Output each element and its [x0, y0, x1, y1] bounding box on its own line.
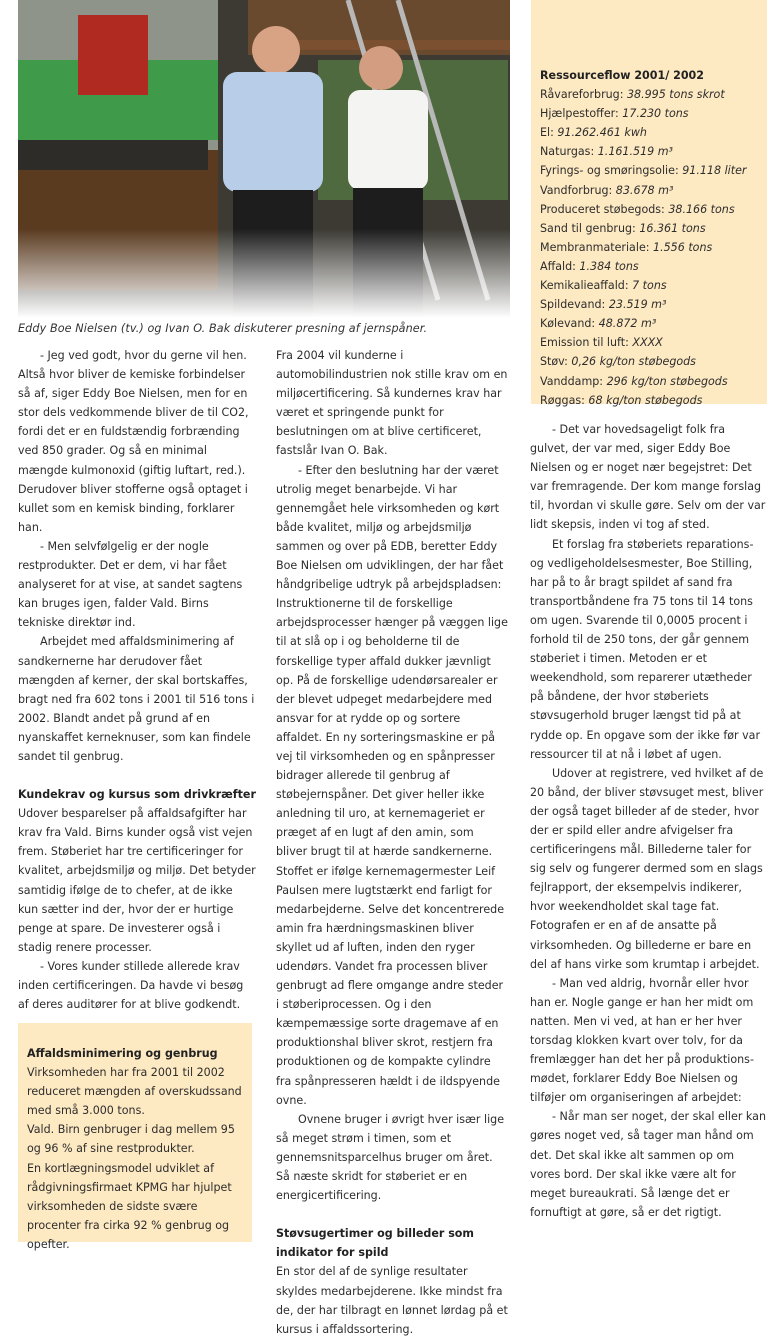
resource-item: [540, 123, 746, 142]
resource-label: Fyrings- og smøringsolie:: [540, 164, 683, 178]
body-paragraph: - Det var hovedsageligt folk fra gulvet, der var med, siger Eddy Boe Nielsen og er noget nær begejstret: Det var fremragende. Der kom mange forslag til, hvordan vi skulle gøre. Selv om der var lidt skepsis, inden vi tog af sted.: [530, 423, 766, 532]
resource-label: Sand til genbrug:: [540, 221, 640, 235]
body-paragraph: Fra 2004 vil kunderne i automobilindustrien nok stille krav om en miljøcertificering. Så kundernes krav har været et springende punkt for beslutningen om at blive certificeret, fastslår Ivan O. Bak.: [276, 349, 508, 458]
resource-item: [540, 295, 746, 314]
resource-label: Kølevand:: [540, 317, 599, 331]
waste-box-line: Vald. Birn genbruger i dag mellem 95 og 96 % af sine restprodukter.: [27, 1123, 235, 1156]
resource-item: [540, 372, 746, 391]
resource-item: [540, 333, 746, 352]
section-heading: Kundekrav og kursus som drivkræfter: [18, 788, 256, 802]
photo-caption: Eddy Boe Nielsen (tv.) og Ivan O. Bak diskuterer presning af jernspåner.: [18, 322, 428, 335]
resource-label: Vanddamp:: [540, 374, 607, 388]
resource-value: 296 kg/ton støbegods: [606, 374, 728, 388]
resource-value: 48.872 m³: [598, 317, 657, 331]
body-paragraph: Arbejdet med affaldsminimering af sandkernerne har derudover fået mængden af kerner, der skal bortskaffes, bragt ned fra 602 tons i 2001 til 516 tons i 2002. Blandt andet på grund af en nyanskaffet kerneknuser, som kan findele sandet til genbrug.: [18, 635, 255, 763]
resource-item: [540, 314, 746, 333]
body-paragraph: - Man ved aldrig, hvornår eller hvor han er. Nogle gange er han her midt om natten. Men vi ved, at han er her hver torsdag klokken kvart over tolv, for da fremlægger han det her på produktions-mødet, forklarer Eddy Boe Nielsen og tilføjer om organiseringen af arbejdet:: [530, 976, 754, 1105]
resource-value: 1.556 tons: [653, 240, 713, 254]
resource-value: 68 kg/ton støbegods: [588, 393, 703, 407]
resource-label: Spildevand:: [540, 298, 609, 312]
resource-item: [540, 142, 746, 161]
resource-item: [540, 104, 746, 123]
resource-label: Emission til luft:: [540, 336, 633, 350]
resource-value: 1.161.519 m³: [597, 145, 673, 159]
section-heading: Støvsugertimer og billeder som indikator for spild: [276, 1227, 474, 1260]
resource-value: 23.519 m³: [608, 298, 667, 312]
resource-item: [540, 85, 746, 104]
resource-value: 1.384 tons: [579, 259, 639, 273]
resource-label: Råvareforbrug:: [540, 88, 627, 102]
article-column-2: [276, 346, 508, 1339]
foundry-photo-illustration: [18, 0, 510, 318]
resource-item: [540, 276, 746, 295]
resource-value: XXXX: [632, 336, 663, 350]
article-photo: [18, 0, 510, 318]
waste-box-title: Affaldsminimering og genbrug: [27, 1047, 218, 1060]
resource-item: [540, 352, 746, 371]
resource-value: 7 tons: [632, 279, 667, 293]
body-paragraph: Udover at registrere, ved hvilket af de 20 bånd, der bliver støvsuget mest, bliver der også taget billeder af de steder, hvor der er spild eller andre afvigelser fra certificeringens mål. Billederne taler for sig selv og fungerer dermed som en slags fejlrapport, der eksempelvis indikerer, hvor weekendholdet skal tage fat. Fotografen er en af de ansatte på virksomheden. Og billederne er bare en del af hans virke som krumtap i arbejdet.: [530, 766, 764, 971]
resource-value: 38.166 tons: [668, 202, 735, 216]
body-paragraph: Ovnene bruger i øvrigt hver især lige så meget strøm i timen, som et gennemsnitsparcelhus bruger om året. Så næste skridt for støberiet er en energicertificering.: [276, 1112, 505, 1203]
resource-value: 17.230 tons: [622, 107, 689, 121]
resource-label: Membranmateriale:: [540, 240, 654, 254]
body-paragraph: - Vores kunder stillede allerede krav inden certificeringen. Da havde vi besøg af deres auditører for at blive godkendt.: [18, 959, 244, 1012]
resource-label: El:: [540, 126, 558, 140]
resource-item: [540, 161, 746, 180]
resource-item: [540, 219, 746, 238]
body-paragraph: - Jeg ved godt, hvor du gerne vil hen. Altså hvor bliver de kemiske forbindelser så af, siger Eddy Boe Nielsen, men for en stor dels vedkommende bliver de til CO2, fordi det er en fuldstændig forbrænding ved 850 grader. Og så en minimal mængde kulmonoxid (giftig luftart, red.). Derudover bliver stofferne også optaget i kullet som en kemisk binding, forklarer han.: [18, 349, 249, 534]
waste-minimisation-box: [18, 1023, 252, 1251]
resource-value: 91.262.461 kwh: [557, 126, 647, 140]
resource-value: 16.361 tons: [639, 221, 706, 235]
body-paragraph: - Efter den beslutning har der været utrolig meget benarbejde. Vi har gennemgået hele virksomheden og kørt både kvalitet, miljø og arbejdsmiljø sammen og over på EDB, beretter Eddy Boe Nielsen om udviklingen, der har fået håndgribelige udtryk på arbejdspladsen: Instruktionerne til de forskellige arbejdsprocesser hænger på væggen lige til at slå op i og beholderne til de forskellige typer affald dukker jævnligt op. På de forskellige udendørsarealer er der blevet udpeget medarbejdere med ansvar for at rydde op og sortere affaldet. En ny sorteringsmaskine er på vej til virksomheden og en spånpresser bidrager allerede til genbrug af støbejernspåner. Det giver heller ikke anledning til uro, at kernemageriet er præget af en lugt af den amin, som bliver brugt til at hærde sandkernerne. Stoffet er ifølge kernemagermester Leif Paulsen mere lugtstærkt end farligt for medarbejderne. Selve det koncentrerede amin fra hærdningsmaskinen bliver skyllet ud af luften, inden den ryger udendørs. Vandet fra processen bliver genbrugt ad flere omgange andre steder i støberiprocessen. Og i den kæmpemæssige sorte dragemave af en produktionshal bliver skrot, restjern fra produktionen og de kompakte cylindre fra spånpresseren hældt i de ildspyende ovne.: [276, 463, 508, 1107]
body-paragraph: Et forslag fra støberiets reparations- og vedligeholdelsesmester, Boe Stilling, har på to år bragt spildet af sand fra transportbåndene fra 75 tons til 14 tons om ugen. Svarende til 0,0005 procent i forhold til de 250 tons, der går gennem støberiet i timen. Metoden er et weekendhold, som reparerer utætheder på båndene, der hvor støberiets støvsugerhold bruger længst tid på at rydde op. En opgave som der ikke før var ressourcer til at nå i løbet af ugen.: [530, 537, 761, 761]
article-column-3: [530, 420, 766, 1222]
resource-value: 83.678 m³: [615, 183, 674, 197]
resource-value: 91.118 liter: [682, 164, 747, 178]
resource-value: 38.995 tons skrot: [626, 88, 725, 102]
body-paragraph: Udover besparelser på affaldsafgifter har krav fra Vald. Birns kunder også vist vejen frem. Støberiet har tre certificeringer for kvalitet, arbejdsmiljø og miljø. Det betyder samtidig ifølge de to chefer, at de ikke kun sætter ind der, hvor der er hurtige penge at spare. De investerer også i stadig renere processer.: [18, 807, 256, 954]
resource-item: [540, 181, 746, 200]
resource-label: Affald:: [540, 259, 580, 273]
waste-box-line: Virksomheden har fra 2001 til 2002 reduceret mængden af overskudssand med små 3.000 tons.: [27, 1066, 242, 1118]
resource-label: Naturgas:: [540, 145, 598, 159]
resource-item: [540, 238, 746, 257]
body-paragraph: - Når man ser noget, der skal eller kan gøres noget ved, så tager man hånd om det. Det skal ikke alt sammen op om vores bord. Der skal ikke være alt for meget bureaukrati. Så længe det er fornuftigt at gøre, så er det rigtigt.: [530, 1110, 766, 1219]
resource-item: [540, 391, 746, 410]
waste-box-line: En kortlægningsmodel udviklet af rådgivningsfirmaet KPMG har hjulpet virksomheden de sidste svære procenter fra cirka 92 % genbrug og opefter.: [27, 1161, 232, 1251]
article-column-1: [18, 346, 256, 1014]
resource-label: Vandforbrug:: [540, 183, 616, 197]
resource-label: Røggas:: [540, 393, 589, 407]
resource-item: [540, 257, 746, 276]
resource-label: Støv:: [540, 355, 572, 369]
resource-item: [540, 200, 746, 219]
resource-label: Produceret støbegods:: [540, 202, 669, 216]
resource-value: 0,26 kg/ton støbegods: [571, 355, 696, 369]
resource-label: Hjælpestoffer:: [540, 107, 623, 121]
resource-label: Kemikalieaffald:: [540, 279, 633, 293]
body-paragraph: - Men selvfølgelig er der nogle restprodukter. Det er dem, vi har fået analyseret for at vise, at sandet sagtens kan bruges igen, falder Vald. Birns tekniske direktør ind.: [18, 539, 243, 630]
resource-flow-box: [531, 0, 767, 407]
resource-flow-title: Ressourceflow 2001/ 2002: [540, 69, 704, 82]
body-paragraph: En stor del af de synlige resultater skyldes medarbejderene. Ikke mindst fra de, der har tilbragt en lønnet lørdag på et kursus i affaldssortering.: [276, 1265, 508, 1336]
